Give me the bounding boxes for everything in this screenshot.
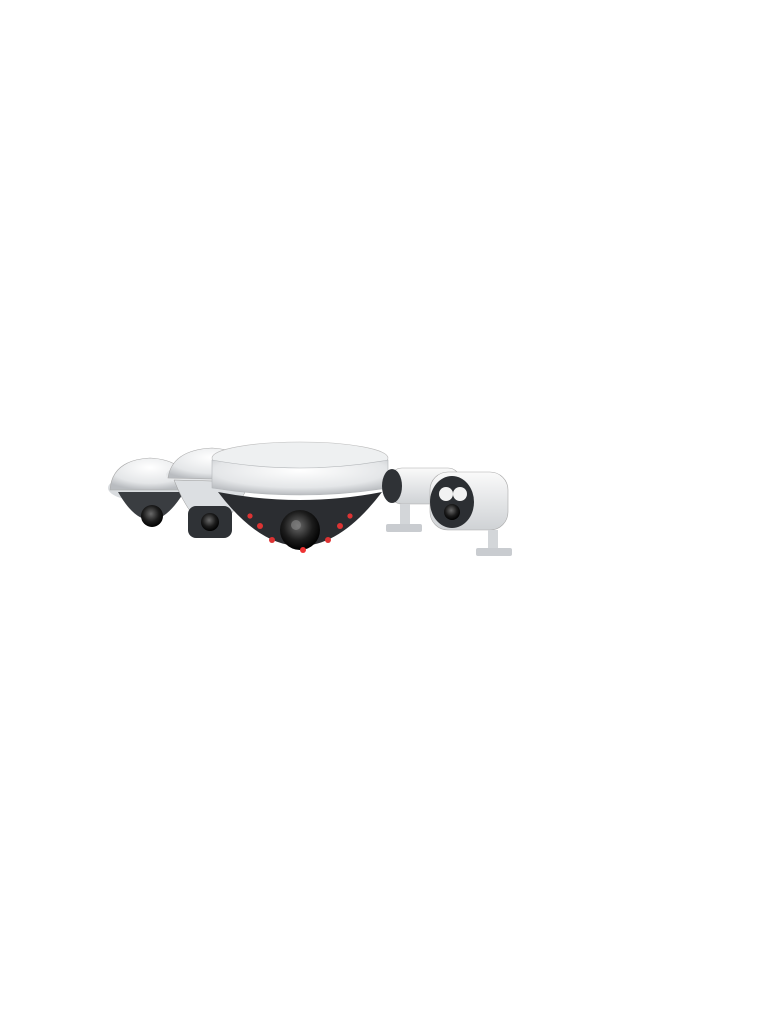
cctv-cameras-illustration xyxy=(100,430,520,585)
hikvision-dome-camera-icon xyxy=(212,442,388,553)
bullet-camera-front-icon xyxy=(430,472,512,556)
